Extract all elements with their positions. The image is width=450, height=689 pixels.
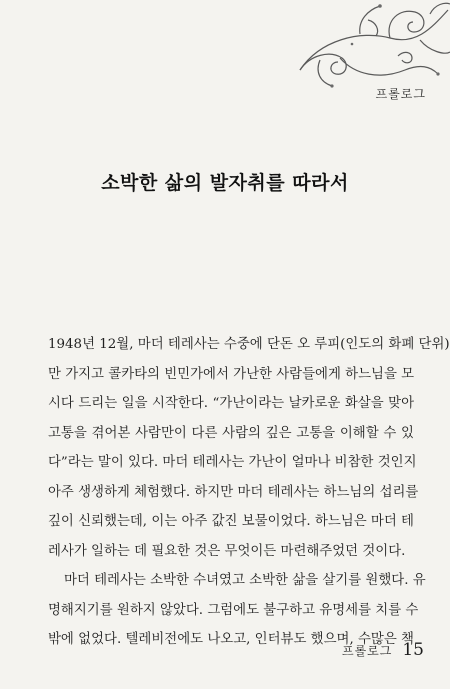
body-line: 만 가지고 콜카타의 빈민가에서 가난한 사람들에게 하느님을 모 bbox=[48, 366, 415, 382]
body-line: 레사가 일하는 데 필요한 것은 무엇이든 마련해주었던 것이다. bbox=[48, 543, 406, 559]
running-head: 프롤로그 bbox=[375, 87, 426, 101]
body-line: 아주 생생하게 체험했다. 하지만 마더 테레사는 하느님의 섭리를 bbox=[48, 484, 419, 500]
body-line: 고통을 겪어본 사람만이 다른 사람의 깊은 고통을 이해할 수 있 bbox=[48, 425, 414, 441]
page-footer bbox=[342, 640, 424, 660]
body-line: 마더 테레사는 소박한 수녀였고 소박한 삶을 살기를 원했다. 유 bbox=[64, 573, 426, 588]
floral-ornament-icon bbox=[280, 0, 450, 95]
body-line: 명해지기를 원하지 않았다. 그럼에도 불구하고 유명세를 치를 수 bbox=[48, 602, 419, 618]
body-line: 1948년 12월, 마더 테레사는 수중에 단돈 오 루피(인도의 화폐 단위) bbox=[48, 337, 450, 352]
chapter-title: 소박한 삶의 발자취를 따라서 bbox=[101, 172, 349, 194]
page-number: 15 bbox=[402, 640, 424, 660]
body-line: 시다 드리는 일을 시작한다. “가난이라는 날카로운 화살을 맞아 bbox=[48, 396, 414, 411]
body-line: 밖에 없었다. 텔레비전에도 나오고, 인터뷰도 했으며, 수많은 책 bbox=[48, 632, 414, 647]
body-line: 다”라는 말이 있다. 마더 테레사는 가난이 얼마나 비참한 것인지 bbox=[48, 455, 417, 470]
footer-section-label: 프롤로그 bbox=[341, 644, 393, 658]
body-line: 깊이 신뢰했는데, 이는 아주 값진 보물이었다. 하느님은 마더 테 bbox=[48, 514, 414, 529]
